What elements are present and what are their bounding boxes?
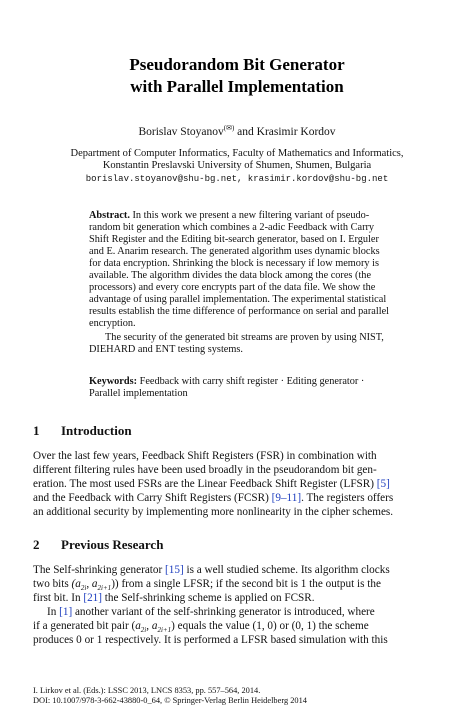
keywords-line: Parallel implementation [89,388,188,399]
body-line: eration. The most used FSRs are the Linear Feedback Shift Register (LFSR) [5] [33,478,390,490]
section-heading-introduction [33,423,132,439]
abstract-line: Shift Register and the Editing bit-search generator, based on I. Erguler [89,234,379,245]
body-line: two bits ($a_{2i}$, $a_{2i+1}$)) from a single LFSR; if the second bit is 1 the output is the [33,578,381,593]
paper-title-line1: Pseudorandom Bit Generator [129,55,345,74]
body-line: The Self-shrinking generator [15] is a well studied scheme. Its algorithm clocks [33,564,390,576]
affiliation-line2: Konstantin Preslavski University of Shumen, Shumen, Bulgaria [102,160,372,171]
body-line: different filtering rules have been used broadly in the pseudorandom bit gen- [33,464,377,476]
author-line [0,121,474,139]
abstract-line: for data encryption. Shrinking the block is necessary if low memory is [89,258,379,269]
paper-title-line2: with Parallel Implementation [130,77,344,96]
abstract-line: available. The algorithm divides the data block among the cores (the [89,270,372,281]
abstract-line: encryption. [89,318,136,329]
body-line: an additional security by implementing more nonlinearity in the cipher schemes. [33,506,394,518]
footer-citation: I. Lirkov et al. (Eds.): LSSC 2013, LNCS 8353, pp. 557–564, 2014. [33,686,261,695]
body-line: produces 0 or 1 respectively. It is performed a LFSR based simulation with this [33,634,388,646]
abstract-label: Abstract. [89,210,130,221]
abstract-line: and E. Anarim research. The generated algorithm uses dynamic blocks [89,246,380,257]
citation-link[interactable]: [15] [165,564,184,576]
section-title: Previous Research [61,537,164,552]
abstract-line: random bit generation which combines a 2-adic Feedback with Carry [89,222,375,233]
author-1: Borislav Stoyanov [138,126,224,138]
section-heading-previous-research [33,537,163,553]
body-line: Over the last few years, Feedback Shift Registers (FSR) in combination with [33,450,377,462]
section-number: 2 [33,537,40,552]
affiliation-line1: Department of Computer Informatics, Faculty of Mathematics and Informatics, [70,148,404,159]
section-title: Introduction [61,423,132,438]
body-line: and the Feedback with Carry Shift Registers (FCSR) [9–11]. The registers offers [33,492,394,504]
footer-doi: DOI: 10.1007/978-3-662-43880-0_64, © Springer-Verlag Berlin Heidelberg 2014 [33,696,307,705]
keywords-label: Keywords: [89,376,138,387]
corresponding-mark: (✉) [223,124,235,132]
citation-link[interactable]: [5] [376,478,390,490]
author-2: Krasimir Kordov [256,126,336,138]
keywords-line: Keywords: Feedback with carry shift register · Editing generator · [89,376,365,387]
body-line: if a generated bit pair ($a_{2i}$, $a_{2i+1}$) equals the value (1, 0) or (0, 1) the scheme [33,620,369,635]
abstract-line: DIEHARD and ENT testing systems. [89,344,243,355]
abstract-line: results establish the time difference of performance on serial and parallel [89,306,390,317]
abstract-line: advantage of using parallel implementation. The experimental statistical [89,294,387,305]
citation-link[interactable]: [1] [59,606,73,618]
body-line: first bit. In [21] the Self-shrinking scheme is applied on FCSR. [33,592,315,604]
author-conjunction: and [237,126,254,138]
math-expression: ($a_{2i}$, $a_{2i+1}$) [131,620,175,635]
author-emails: borislav.stoyanov@shu-bg.net, krasimir.kordov@shu-bg.net [85,174,389,184]
citation-link[interactable]: [21] [83,592,102,604]
abstract-line: The security of the generated bit streams are proven by using NIST, [105,332,384,343]
citation-link[interactable]: [9–11] [271,492,302,504]
body-line: In [1] another variant of the self-shrinking generator is introduced, where [47,606,375,618]
abstract-line: processors) and every core encrypts part of the data file. We show the [89,282,376,293]
section-number: 1 [33,423,40,438]
abstract-line: Abstract. In this work we present a new filtering variant of pseudo- [89,210,370,221]
math-expression: ($a_{2i}$, $a_{2i+1}$) [71,578,115,593]
